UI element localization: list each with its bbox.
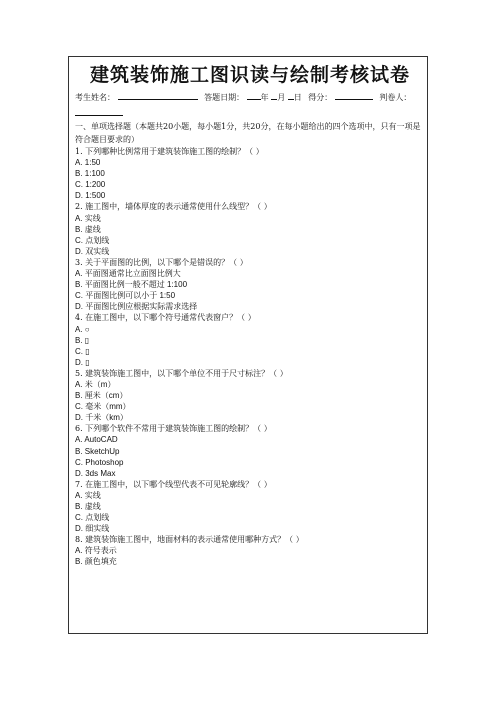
answer-option[interactable]: C. 毫米（mm）: [75, 402, 131, 412]
answer-option[interactable]: C. 点划线: [75, 513, 110, 523]
exam-meta-row: [75, 91, 425, 105]
answer-option[interactable]: B. 平面图比例一般不超过 1:100: [75, 280, 188, 290]
answer-option[interactable]: C. 1:200: [75, 180, 106, 190]
answer-option[interactable]: A. 1:50: [75, 158, 101, 168]
answer-option[interactable]: C. 点划线: [75, 235, 110, 245]
answer-option[interactable]: D. 3ds Max: [75, 468, 116, 478]
answer-option[interactable]: D. ▯: [75, 357, 90, 367]
question-stem: 4. 在施工图中，以下哪个符号通常代表窗户？（ ）: [75, 313, 256, 323]
answer-option[interactable]: B. 虚线: [75, 224, 101, 234]
question-stem: 2. 施工图中，墙体厚度的表示通常使用什么线型？（ ）: [75, 202, 272, 212]
score-label: 得分：: [308, 93, 333, 102]
answer-option[interactable]: C. 平面图比例可以小于 1:50: [75, 291, 176, 301]
section-intro: 一、单项选择题（本题共20小题，每小题1分，共20分，在每小题给出的四个选项中，只有一项是符合题目要求的）: [75, 122, 421, 144]
question-stem: 1. 下列哪种比例常用于建筑装饰施工图的绘制？（ ）: [75, 147, 264, 156]
month-label: 月: [277, 93, 286, 102]
date-label: 答题日期：: [204, 93, 245, 102]
question-stem: 8. 建筑装饰施工图中，地面材料的表示通常使用哪种方式？（ ）: [75, 535, 304, 545]
answer-option[interactable]: D. 平面图比例应根据实际需求选择: [75, 302, 198, 312]
answer-option[interactable]: B. 虚线: [75, 502, 101, 511]
question-stem: 3. 关于平面图的比例，以下哪个是错误的？（ ）: [75, 257, 248, 267]
grader-row: [75, 107, 425, 119]
question-stem: 6. 下列哪个软件不常用于建筑装饰施工图的绘制？（ ）: [75, 424, 272, 434]
answer-option[interactable]: D. 1:500: [75, 191, 106, 201]
answer-option[interactable]: A. 实线: [75, 490, 101, 500]
question-list: [75, 146, 425, 568]
exam-paper: [75, 62, 425, 568]
question-stem: 7. 在施工图中，以下哪个线型代表不可见轮廓线？（ ）: [75, 479, 272, 489]
answer-option[interactable]: B. 颜色填充: [75, 557, 117, 567]
answer-option[interactable]: B. 1:100: [75, 169, 105, 179]
answer-option[interactable]: B. ▯: [75, 335, 90, 345]
year-blank[interactable]: [247, 91, 261, 100]
answer-option[interactable]: C. ▯: [75, 346, 90, 356]
answer-option[interactable]: B. SketchUp: [75, 446, 120, 456]
answer-option[interactable]: A. 符号表示: [75, 546, 117, 556]
grader-blank[interactable]: [75, 107, 123, 116]
answer-option[interactable]: D. 千米（km）: [75, 413, 128, 423]
score-blank[interactable]: [335, 91, 373, 100]
answer-option[interactable]: A. 平面图通常比立面图比例大: [75, 269, 181, 279]
grader-label: 判卷人：: [379, 93, 412, 102]
name-blank[interactable]: [118, 91, 198, 100]
answer-option[interactable]: A. ○: [75, 324, 90, 334]
year-label: 年: [260, 93, 269, 102]
exam-title: 建筑装饰施工图识读与绘制考核试卷: [89, 64, 410, 86]
day-label: 日: [293, 93, 302, 102]
answer-option[interactable]: A. 米（m）: [75, 379, 116, 389]
answer-option[interactable]: A. AutoCAD: [75, 435, 118, 445]
answer-option[interactable]: C. Photoshop: [75, 457, 124, 467]
answer-option[interactable]: D. 双实线: [75, 246, 110, 256]
answer-option[interactable]: A. 实线: [75, 213, 101, 223]
question-stem: 5. 建筑装饰施工图中，以下哪个单位不用于尺寸标注？（ ）: [75, 368, 288, 378]
name-label: 考生姓名：: [75, 93, 115, 102]
answer-option[interactable]: B. 厘米（cm）: [75, 391, 128, 401]
answer-option[interactable]: D. 细实线: [75, 524, 110, 534]
